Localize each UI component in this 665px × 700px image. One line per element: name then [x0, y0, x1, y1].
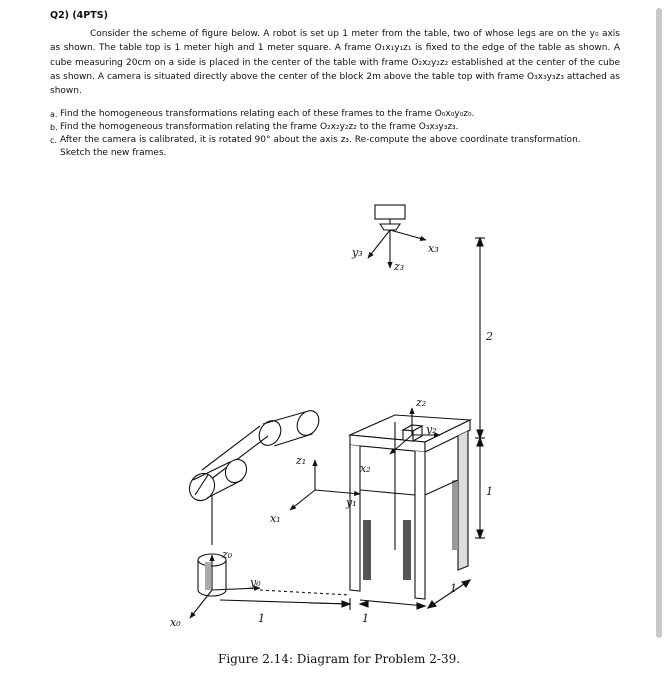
label-x1: x₁ [270, 512, 281, 525]
x1-axis [290, 490, 315, 510]
part-c-text2: Sketch the new frames. [60, 148, 167, 159]
table [350, 415, 470, 599]
question-parts [50, 108, 620, 160]
part-c [50, 134, 620, 160]
label-z0: z₀ [222, 548, 233, 561]
label-y0: y₀ [250, 576, 261, 589]
part-c-text: After the camera is calibrated, it is rotated 90° about the axis z₃. Re-compute the above coordinate transformation. [60, 135, 581, 146]
robot-table-figure [150, 190, 510, 640]
label-dim-2: 2 [486, 330, 493, 343]
label-z2: z₂ [416, 396, 427, 409]
question-title: Q2) (4PTS) [50, 10, 108, 21]
y3-axis [368, 230, 390, 258]
part-a-marker: a. [50, 110, 58, 120]
problem-text [50, 10, 620, 160]
label-x0: x₀ [170, 616, 181, 629]
label-z3: z₃ [394, 260, 405, 273]
part-a [50, 108, 620, 121]
label-y1: y₁ [346, 496, 357, 509]
label-dim-1-bottom-mid: 1 [362, 612, 369, 625]
robot [185, 407, 324, 596]
label-x2: x₂ [360, 462, 371, 475]
question-paragraph [50, 27, 620, 98]
part-c-marker: c. [50, 136, 57, 146]
label-z1: z₁ [296, 454, 307, 467]
part-b-text: Find the homogeneous transformation relating the frame O₂x₂y₂z₂ to the frame O₃x₃y₃z₃. [60, 122, 459, 133]
camera [375, 205, 405, 230]
part-a-text: Find the homogeneous transformations relating each of these frames to the frame O₀x₀y₀z₀. [60, 109, 475, 120]
figure-caption: Figure 2.14: Diagram for Problem 2-39. [218, 652, 461, 666]
label-y3: y₃ [352, 246, 363, 259]
label-dim-1-right: 1 [486, 485, 493, 498]
label-dim-1-front: 1 [450, 582, 457, 595]
label-y2: y₂ [426, 423, 437, 436]
label-dim-1-bottom-left: 1 [258, 612, 265, 625]
label-x3: x₃ [428, 242, 439, 255]
part-b-marker: b. [50, 123, 58, 133]
scrollbar[interactable] [656, 8, 662, 638]
part-b [50, 121, 620, 134]
question-paragraph-text: Consider the scheme of figure below. A robot is set up 1 meter from the table, two of whose legs are on the y₀ axis as shown. The table top is 1 meter high and 1 meter square. A frame O₁x₁y₁z₁ is fixed to the edge of the table as shown. A cube measuring 20cm on a side is placed in the center of the table with frame O₂x₂y₂z₂ established at the center of the cube as shown. A camera is situated directly above the center of the block 2m above the table top with frame O₃x₃y₃z₃ attached as shown. [50, 29, 620, 97]
figure-svg [150, 190, 510, 640]
x3-axis [390, 230, 426, 240]
